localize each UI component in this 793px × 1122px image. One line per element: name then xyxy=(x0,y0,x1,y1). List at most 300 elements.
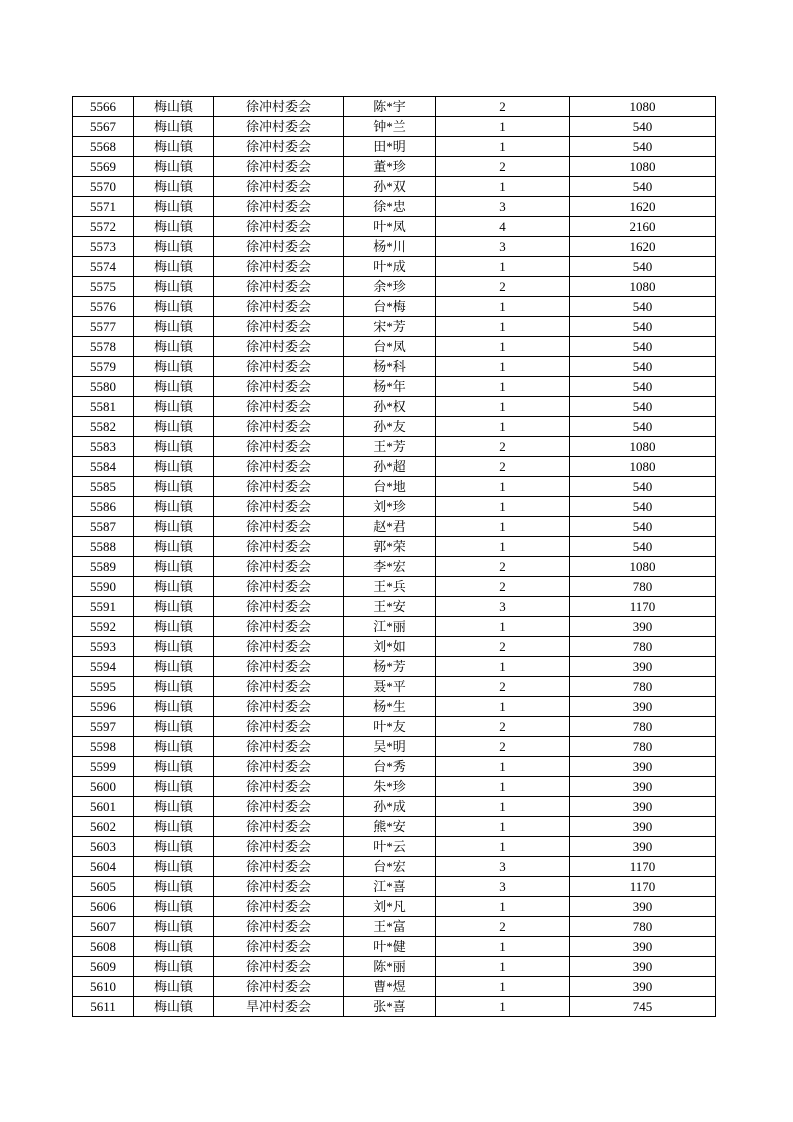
name-cell: 杨*川 xyxy=(344,237,436,257)
town-cell: 梅山镇 xyxy=(134,857,214,877)
amount-cell: 390 xyxy=(570,977,716,997)
count-cell: 1 xyxy=(436,757,570,777)
amount-cell: 1080 xyxy=(570,277,716,297)
amount-cell: 390 xyxy=(570,957,716,977)
table-row xyxy=(73,577,716,597)
name-cell: 赵*君 xyxy=(344,517,436,537)
name-cell: 田*明 xyxy=(344,137,436,157)
roster-table xyxy=(72,96,716,1017)
count-cell: 1 xyxy=(436,317,570,337)
town-cell: 梅山镇 xyxy=(134,237,214,257)
town-cell: 梅山镇 xyxy=(134,157,214,177)
town-cell: 梅山镇 xyxy=(134,457,214,477)
count-cell: 3 xyxy=(436,597,570,617)
village-committee-cell: 徐冲村委会 xyxy=(214,757,344,777)
name-cell: 台*宏 xyxy=(344,857,436,877)
amount-cell: 390 xyxy=(570,697,716,717)
count-cell: 1 xyxy=(436,997,570,1017)
name-cell: 宋*芳 xyxy=(344,317,436,337)
amount-cell: 540 xyxy=(570,477,716,497)
name-cell: 张*喜 xyxy=(344,997,436,1017)
row-number-cell: 5584 xyxy=(73,457,134,477)
table-row xyxy=(73,977,716,997)
town-cell: 梅山镇 xyxy=(134,817,214,837)
row-number-cell: 5573 xyxy=(73,237,134,257)
table-row xyxy=(73,357,716,377)
row-number-cell: 5597 xyxy=(73,717,134,737)
amount-cell: 540 xyxy=(570,337,716,357)
row-number-cell: 5591 xyxy=(73,597,134,617)
row-number-cell: 5592 xyxy=(73,617,134,637)
name-cell: 李*宏 xyxy=(344,557,436,577)
town-cell: 梅山镇 xyxy=(134,597,214,617)
row-number-cell: 5609 xyxy=(73,957,134,977)
table-row xyxy=(73,817,716,837)
amount-cell: 2160 xyxy=(570,217,716,237)
village-committee-cell: 徐冲村委会 xyxy=(214,897,344,917)
amount-cell: 780 xyxy=(570,677,716,697)
row-number-cell: 5601 xyxy=(73,797,134,817)
row-number-cell: 5610 xyxy=(73,977,134,997)
village-committee-cell: 徐冲村委会 xyxy=(214,277,344,297)
town-cell: 梅山镇 xyxy=(134,757,214,777)
town-cell: 梅山镇 xyxy=(134,497,214,517)
village-committee-cell: 徐冲村委会 xyxy=(214,297,344,317)
row-number-cell: 5570 xyxy=(73,177,134,197)
name-cell: 曹*煜 xyxy=(344,977,436,997)
roster-table-body xyxy=(73,97,716,1017)
amount-cell: 780 xyxy=(570,637,716,657)
village-committee-cell: 徐冲村委会 xyxy=(214,717,344,737)
town-cell: 梅山镇 xyxy=(134,537,214,557)
table-row xyxy=(73,677,716,697)
amount-cell: 390 xyxy=(570,817,716,837)
table-row xyxy=(73,157,716,177)
count-cell: 1 xyxy=(436,897,570,917)
town-cell: 梅山镇 xyxy=(134,677,214,697)
row-number-cell: 5572 xyxy=(73,217,134,237)
count-cell: 2 xyxy=(436,157,570,177)
count-cell: 1 xyxy=(436,537,570,557)
row-number-cell: 5606 xyxy=(73,897,134,917)
row-number-cell: 5605 xyxy=(73,877,134,897)
row-number-cell: 5566 xyxy=(73,97,134,117)
village-committee-cell: 徐冲村委会 xyxy=(214,217,344,237)
row-number-cell: 5587 xyxy=(73,517,134,537)
table-row xyxy=(73,337,716,357)
amount-cell: 390 xyxy=(570,617,716,637)
town-cell: 梅山镇 xyxy=(134,617,214,637)
table-row xyxy=(73,537,716,557)
amount-cell: 780 xyxy=(570,577,716,597)
count-cell: 1 xyxy=(436,817,570,837)
name-cell: 陈*丽 xyxy=(344,957,436,977)
amount-cell: 540 xyxy=(570,257,716,277)
town-cell: 梅山镇 xyxy=(134,997,214,1017)
count-cell: 1 xyxy=(436,477,570,497)
table-row xyxy=(73,857,716,877)
name-cell: 熊*安 xyxy=(344,817,436,837)
name-cell: 叶*友 xyxy=(344,717,436,737)
amount-cell: 1620 xyxy=(570,197,716,217)
name-cell: 杨*芳 xyxy=(344,657,436,677)
village-committee-cell: 徐冲村委会 xyxy=(214,537,344,557)
row-number-cell: 5596 xyxy=(73,697,134,717)
row-number-cell: 5571 xyxy=(73,197,134,217)
town-cell: 梅山镇 xyxy=(134,897,214,917)
table-row xyxy=(73,717,716,737)
village-committee-cell: 徐冲村委会 xyxy=(214,137,344,157)
count-cell: 2 xyxy=(436,637,570,657)
table-row xyxy=(73,997,716,1017)
table-row xyxy=(73,457,716,477)
table-row xyxy=(73,637,716,657)
table-row xyxy=(73,777,716,797)
village-committee-cell: 徐冲村委会 xyxy=(214,97,344,117)
row-number-cell: 5576 xyxy=(73,297,134,317)
village-committee-cell: 徐冲村委会 xyxy=(214,337,344,357)
town-cell: 梅山镇 xyxy=(134,737,214,757)
village-committee-cell: 徐冲村委会 xyxy=(214,617,344,637)
village-committee-cell: 徐冲村委会 xyxy=(214,697,344,717)
table-row xyxy=(73,737,716,757)
name-cell: 吴*明 xyxy=(344,737,436,757)
count-cell: 1 xyxy=(436,797,570,817)
town-cell: 梅山镇 xyxy=(134,717,214,737)
name-cell: 刘*凡 xyxy=(344,897,436,917)
name-cell: 陈*宇 xyxy=(344,97,436,117)
row-number-cell: 5575 xyxy=(73,277,134,297)
amount-cell: 540 xyxy=(570,357,716,377)
village-committee-cell: 徐冲村委会 xyxy=(214,437,344,457)
town-cell: 梅山镇 xyxy=(134,397,214,417)
name-cell: 江*丽 xyxy=(344,617,436,637)
count-cell: 2 xyxy=(436,97,570,117)
count-cell: 4 xyxy=(436,217,570,237)
town-cell: 梅山镇 xyxy=(134,557,214,577)
count-cell: 1 xyxy=(436,497,570,517)
name-cell: 刘*如 xyxy=(344,637,436,657)
amount-cell: 540 xyxy=(570,317,716,337)
count-cell: 1 xyxy=(436,297,570,317)
village-committee-cell: 徐冲村委会 xyxy=(214,417,344,437)
amount-cell: 540 xyxy=(570,297,716,317)
town-cell: 梅山镇 xyxy=(134,477,214,497)
count-cell: 2 xyxy=(436,437,570,457)
town-cell: 梅山镇 xyxy=(134,957,214,977)
amount-cell: 1080 xyxy=(570,97,716,117)
row-number-cell: 5581 xyxy=(73,397,134,417)
row-number-cell: 5589 xyxy=(73,557,134,577)
table-row xyxy=(73,937,716,957)
name-cell: 孙*成 xyxy=(344,797,436,817)
table-row xyxy=(73,797,716,817)
count-cell: 1 xyxy=(436,937,570,957)
table-row xyxy=(73,117,716,137)
town-cell: 梅山镇 xyxy=(134,217,214,237)
count-cell: 1 xyxy=(436,177,570,197)
count-cell: 3 xyxy=(436,237,570,257)
town-cell: 梅山镇 xyxy=(134,177,214,197)
count-cell: 3 xyxy=(436,197,570,217)
town-cell: 梅山镇 xyxy=(134,337,214,357)
village-committee-cell: 徐冲村委会 xyxy=(214,577,344,597)
row-number-cell: 5578 xyxy=(73,337,134,357)
row-number-cell: 5600 xyxy=(73,777,134,797)
town-cell: 梅山镇 xyxy=(134,657,214,677)
count-cell: 1 xyxy=(436,697,570,717)
amount-cell: 390 xyxy=(570,837,716,857)
row-number-cell: 5574 xyxy=(73,257,134,277)
row-number-cell: 5579 xyxy=(73,357,134,377)
table-row xyxy=(73,397,716,417)
village-committee-cell: 徐冲村委会 xyxy=(214,957,344,977)
amount-cell: 780 xyxy=(570,917,716,937)
table-row xyxy=(73,957,716,977)
table-row xyxy=(73,837,716,857)
count-cell: 3 xyxy=(436,877,570,897)
table-row xyxy=(73,377,716,397)
village-committee-cell: 旱冲村委会 xyxy=(214,997,344,1017)
amount-cell: 780 xyxy=(570,737,716,757)
name-cell: 叶*云 xyxy=(344,837,436,857)
town-cell: 梅山镇 xyxy=(134,377,214,397)
amount-cell: 1170 xyxy=(570,597,716,617)
name-cell: 台*地 xyxy=(344,477,436,497)
row-number-cell: 5604 xyxy=(73,857,134,877)
name-cell: 余*珍 xyxy=(344,277,436,297)
table-row xyxy=(73,617,716,637)
row-number-cell: 5611 xyxy=(73,997,134,1017)
town-cell: 梅山镇 xyxy=(134,777,214,797)
amount-cell: 1080 xyxy=(570,157,716,177)
count-cell: 2 xyxy=(436,277,570,297)
town-cell: 梅山镇 xyxy=(134,577,214,597)
count-cell: 1 xyxy=(436,657,570,677)
town-cell: 梅山镇 xyxy=(134,297,214,317)
count-cell: 1 xyxy=(436,257,570,277)
row-number-cell: 5603 xyxy=(73,837,134,857)
village-committee-cell: 徐冲村委会 xyxy=(214,937,344,957)
table-row xyxy=(73,257,716,277)
village-committee-cell: 徐冲村委会 xyxy=(214,857,344,877)
town-cell: 梅山镇 xyxy=(134,517,214,537)
amount-cell: 1170 xyxy=(570,877,716,897)
village-committee-cell: 徐冲村委会 xyxy=(214,597,344,617)
amount-cell: 745 xyxy=(570,997,716,1017)
row-number-cell: 5594 xyxy=(73,657,134,677)
name-cell: 台*梅 xyxy=(344,297,436,317)
village-committee-cell: 徐冲村委会 xyxy=(214,917,344,937)
table-row xyxy=(73,417,716,437)
town-cell: 梅山镇 xyxy=(134,637,214,657)
village-committee-cell: 徐冲村委会 xyxy=(214,497,344,517)
name-cell: 叶*健 xyxy=(344,937,436,957)
amount-cell: 540 xyxy=(570,117,716,137)
village-committee-cell: 徐冲村委会 xyxy=(214,737,344,757)
table-row xyxy=(73,97,716,117)
table-row xyxy=(73,237,716,257)
name-cell: 杨*生 xyxy=(344,697,436,717)
count-cell: 1 xyxy=(436,957,570,977)
row-number-cell: 5577 xyxy=(73,317,134,337)
table-row xyxy=(73,757,716,777)
name-cell: 杨*年 xyxy=(344,377,436,397)
amount-cell: 1620 xyxy=(570,237,716,257)
village-committee-cell: 徐冲村委会 xyxy=(214,817,344,837)
town-cell: 梅山镇 xyxy=(134,797,214,817)
village-committee-cell: 徐冲村委会 xyxy=(214,397,344,417)
amount-cell: 540 xyxy=(570,177,716,197)
name-cell: 台*秀 xyxy=(344,757,436,777)
town-cell: 梅山镇 xyxy=(134,437,214,457)
amount-cell: 1170 xyxy=(570,857,716,877)
table-row xyxy=(73,877,716,897)
amount-cell: 1080 xyxy=(570,457,716,477)
name-cell: 台*凤 xyxy=(344,337,436,357)
village-committee-cell: 徐冲村委会 xyxy=(214,317,344,337)
village-committee-cell: 徐冲村委会 xyxy=(214,237,344,257)
village-committee-cell: 徐冲村委会 xyxy=(214,557,344,577)
row-number-cell: 5599 xyxy=(73,757,134,777)
village-committee-cell: 徐冲村委会 xyxy=(214,777,344,797)
village-committee-cell: 徐冲村委会 xyxy=(214,117,344,137)
count-cell: 1 xyxy=(436,517,570,537)
name-cell: 孙*友 xyxy=(344,417,436,437)
name-cell: 叶*凤 xyxy=(344,217,436,237)
row-number-cell: 5608 xyxy=(73,937,134,957)
town-cell: 梅山镇 xyxy=(134,417,214,437)
town-cell: 梅山镇 xyxy=(134,357,214,377)
amount-cell: 390 xyxy=(570,797,716,817)
amount-cell: 780 xyxy=(570,717,716,737)
town-cell: 梅山镇 xyxy=(134,257,214,277)
village-committee-cell: 徐冲村委会 xyxy=(214,157,344,177)
row-number-cell: 5602 xyxy=(73,817,134,837)
amount-cell: 540 xyxy=(570,377,716,397)
amount-cell: 540 xyxy=(570,137,716,157)
amount-cell: 390 xyxy=(570,937,716,957)
count-cell: 1 xyxy=(436,137,570,157)
town-cell: 梅山镇 xyxy=(134,697,214,717)
row-number-cell: 5567 xyxy=(73,117,134,137)
row-number-cell: 5568 xyxy=(73,137,134,157)
amount-cell: 390 xyxy=(570,777,716,797)
village-committee-cell: 徐冲村委会 xyxy=(214,977,344,997)
table-row xyxy=(73,697,716,717)
table-row xyxy=(73,217,716,237)
village-committee-cell: 徐冲村委会 xyxy=(214,637,344,657)
table-row xyxy=(73,557,716,577)
village-committee-cell: 徐冲村委会 xyxy=(214,517,344,537)
count-cell: 1 xyxy=(436,617,570,637)
town-cell: 梅山镇 xyxy=(134,917,214,937)
count-cell: 2 xyxy=(436,577,570,597)
name-cell: 王*富 xyxy=(344,917,436,937)
row-number-cell: 5590 xyxy=(73,577,134,597)
count-cell: 2 xyxy=(436,717,570,737)
amount-cell: 540 xyxy=(570,397,716,417)
name-cell: 杨*科 xyxy=(344,357,436,377)
village-committee-cell: 徐冲村委会 xyxy=(214,477,344,497)
count-cell: 1 xyxy=(436,337,570,357)
table-row xyxy=(73,437,716,457)
table-row xyxy=(73,477,716,497)
village-committee-cell: 徐冲村委会 xyxy=(214,657,344,677)
name-cell: 王*安 xyxy=(344,597,436,617)
village-committee-cell: 徐冲村委会 xyxy=(214,357,344,377)
village-committee-cell: 徐冲村委会 xyxy=(214,877,344,897)
table-row xyxy=(73,297,716,317)
count-cell: 2 xyxy=(436,557,570,577)
amount-cell: 540 xyxy=(570,497,716,517)
amount-cell: 1080 xyxy=(570,437,716,457)
table-row xyxy=(73,917,716,937)
name-cell: 孙*权 xyxy=(344,397,436,417)
count-cell: 2 xyxy=(436,677,570,697)
name-cell: 聂*平 xyxy=(344,677,436,697)
row-number-cell: 5598 xyxy=(73,737,134,757)
name-cell: 郭*荣 xyxy=(344,537,436,557)
town-cell: 梅山镇 xyxy=(134,977,214,997)
amount-cell: 540 xyxy=(570,517,716,537)
amount-cell: 1080 xyxy=(570,557,716,577)
count-cell: 1 xyxy=(436,117,570,137)
row-number-cell: 5588 xyxy=(73,537,134,557)
row-number-cell: 5580 xyxy=(73,377,134,397)
name-cell: 钟*兰 xyxy=(344,117,436,137)
name-cell: 孙*超 xyxy=(344,457,436,477)
name-cell: 朱*珍 xyxy=(344,777,436,797)
amount-cell: 540 xyxy=(570,537,716,557)
village-committee-cell: 徐冲村委会 xyxy=(214,797,344,817)
village-committee-cell: 徐冲村委会 xyxy=(214,177,344,197)
village-committee-cell: 徐冲村委会 xyxy=(214,837,344,857)
row-number-cell: 5582 xyxy=(73,417,134,437)
town-cell: 梅山镇 xyxy=(134,877,214,897)
town-cell: 梅山镇 xyxy=(134,197,214,217)
row-number-cell: 5583 xyxy=(73,437,134,457)
count-cell: 2 xyxy=(436,737,570,757)
name-cell: 徐*忠 xyxy=(344,197,436,217)
row-number-cell: 5569 xyxy=(73,157,134,177)
village-committee-cell: 徐冲村委会 xyxy=(214,197,344,217)
table-row xyxy=(73,277,716,297)
village-committee-cell: 徐冲村委会 xyxy=(214,377,344,397)
town-cell: 梅山镇 xyxy=(134,117,214,137)
count-cell: 1 xyxy=(436,397,570,417)
town-cell: 梅山镇 xyxy=(134,137,214,157)
name-cell: 王*兵 xyxy=(344,577,436,597)
count-cell: 1 xyxy=(436,377,570,397)
row-number-cell: 5585 xyxy=(73,477,134,497)
row-number-cell: 5595 xyxy=(73,677,134,697)
village-committee-cell: 徐冲村委会 xyxy=(214,257,344,277)
name-cell: 刘*珍 xyxy=(344,497,436,517)
village-committee-cell: 徐冲村委会 xyxy=(214,457,344,477)
count-cell: 2 xyxy=(436,457,570,477)
table-row xyxy=(73,897,716,917)
table-row xyxy=(73,137,716,157)
name-cell: 孙*双 xyxy=(344,177,436,197)
village-committee-cell: 徐冲村委会 xyxy=(214,677,344,697)
amount-cell: 390 xyxy=(570,897,716,917)
table-row xyxy=(73,197,716,217)
count-cell: 1 xyxy=(436,777,570,797)
count-cell: 1 xyxy=(436,977,570,997)
name-cell: 江*喜 xyxy=(344,877,436,897)
count-cell: 1 xyxy=(436,357,570,377)
